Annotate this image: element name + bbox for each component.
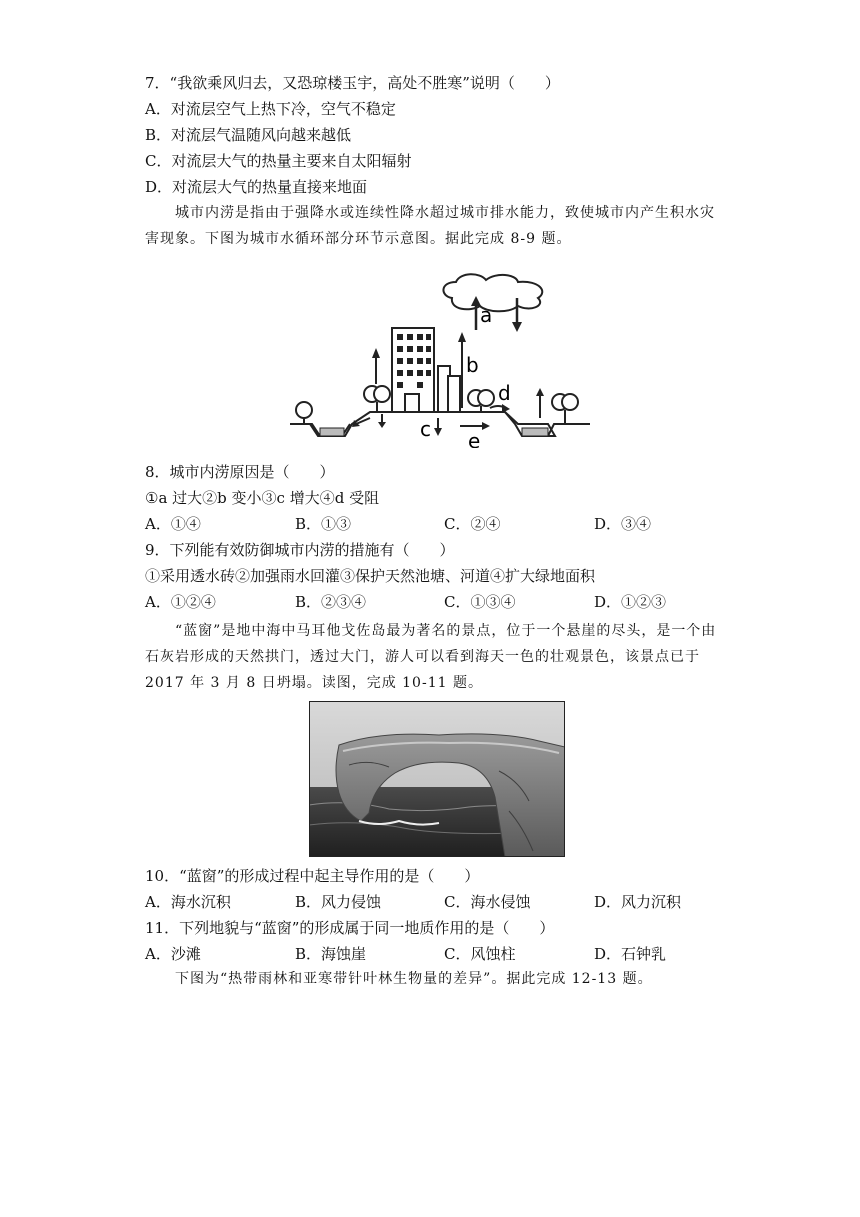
passage-biomass: 下图为“热带雨林和亚寒带针叶林生物量的差异”。据此完成 12-13 题。 bbox=[175, 971, 653, 987]
q11-option-d: D．石钟乳 bbox=[594, 945, 667, 963]
q8-option-d: D．③④ bbox=[594, 515, 652, 533]
q7-option-a: A．对流层空气上热下冷，空气不稳定 bbox=[145, 100, 396, 118]
label-a: a bbox=[480, 303, 493, 327]
passage-urban-waterlogging: 城市内涝是指由于强降水或连续性降水超过城市排水能力，致使城市内产生积水灾害现象。下图为城市水循环部分环节示意图。据此完成 8-9 题。 bbox=[145, 205, 715, 247]
azure-window-photo bbox=[309, 701, 565, 857]
q11-option-b: B．海蚀崖 bbox=[295, 945, 367, 963]
q9-option-b: B．②③④ bbox=[295, 593, 367, 611]
q9-stem: 9．下列能有效防御城市内涝的措施有（ ） bbox=[145, 541, 455, 559]
q10-option-d: D．风力沉积 bbox=[594, 893, 682, 911]
label-c: c bbox=[420, 417, 431, 441]
urban-water-cycle-diagram bbox=[290, 268, 590, 448]
q11-option-c: C．风蚀柱 bbox=[444, 945, 516, 963]
q10-option-a: A．海水沉积 bbox=[145, 893, 231, 911]
label-b: b bbox=[466, 353, 479, 377]
q11-option-a: A．沙滩 bbox=[145, 945, 201, 963]
q9-option-c: C．①③④ bbox=[444, 593, 516, 611]
q7-stem: 7．“我欲乘风归去，又恐琼楼玉宇，高处不胜寒”说明（ ） bbox=[145, 74, 560, 92]
q8-option-a: A．①④ bbox=[145, 515, 201, 533]
label-e: e bbox=[468, 429, 481, 448]
q11-stem: 11．下列地貌与“蓝窗”的形成属于同一地质作用的是（ ） bbox=[145, 919, 555, 937]
q7-option-b: B．对流层气温随风向越来越低 bbox=[145, 126, 352, 144]
q8-option-c: C．②④ bbox=[444, 515, 501, 533]
q10-stem: 10．“蓝窗”的形成过程中起主导作用的是（ ） bbox=[145, 867, 480, 885]
q8-items: ①a 过大②b 变小③c 增大④d 受阻 bbox=[145, 489, 380, 507]
q10-option-b: B．风力侵蚀 bbox=[295, 893, 382, 911]
passage-blue-window: “蓝窗”是地中海中马耳他戈佐岛最为著名的景点，位于一个悬崖的尽头，是一个由石灰岩形成的天然拱门，透过大门，游人可以看到海天一色的壮观景色，该景点已于 2017 年 3 月 8 日坍塌。读图，完成 10-11 题。 bbox=[145, 623, 717, 691]
q7-option-c: C．对流层大气的热量主要来自太阳辐射 bbox=[145, 152, 412, 170]
q10-option-c: C．海水侵蚀 bbox=[444, 893, 531, 911]
q7-option-d: D．对流层大气的热量直接来地面 bbox=[145, 178, 368, 196]
q9-option-a: A．①②④ bbox=[145, 593, 216, 611]
q8-stem: 8．城市内涝原因是（ ） bbox=[145, 463, 335, 481]
q9-items: ①采用透水砖②加强雨水回灌③保护天然池塘、河道④扩大绿地面积 bbox=[145, 567, 596, 585]
cloud-shape bbox=[443, 274, 542, 311]
q9-option-d: D．①②③ bbox=[594, 593, 667, 611]
q8-option-b: B．①③ bbox=[295, 515, 352, 533]
label-d: d bbox=[498, 381, 511, 405]
